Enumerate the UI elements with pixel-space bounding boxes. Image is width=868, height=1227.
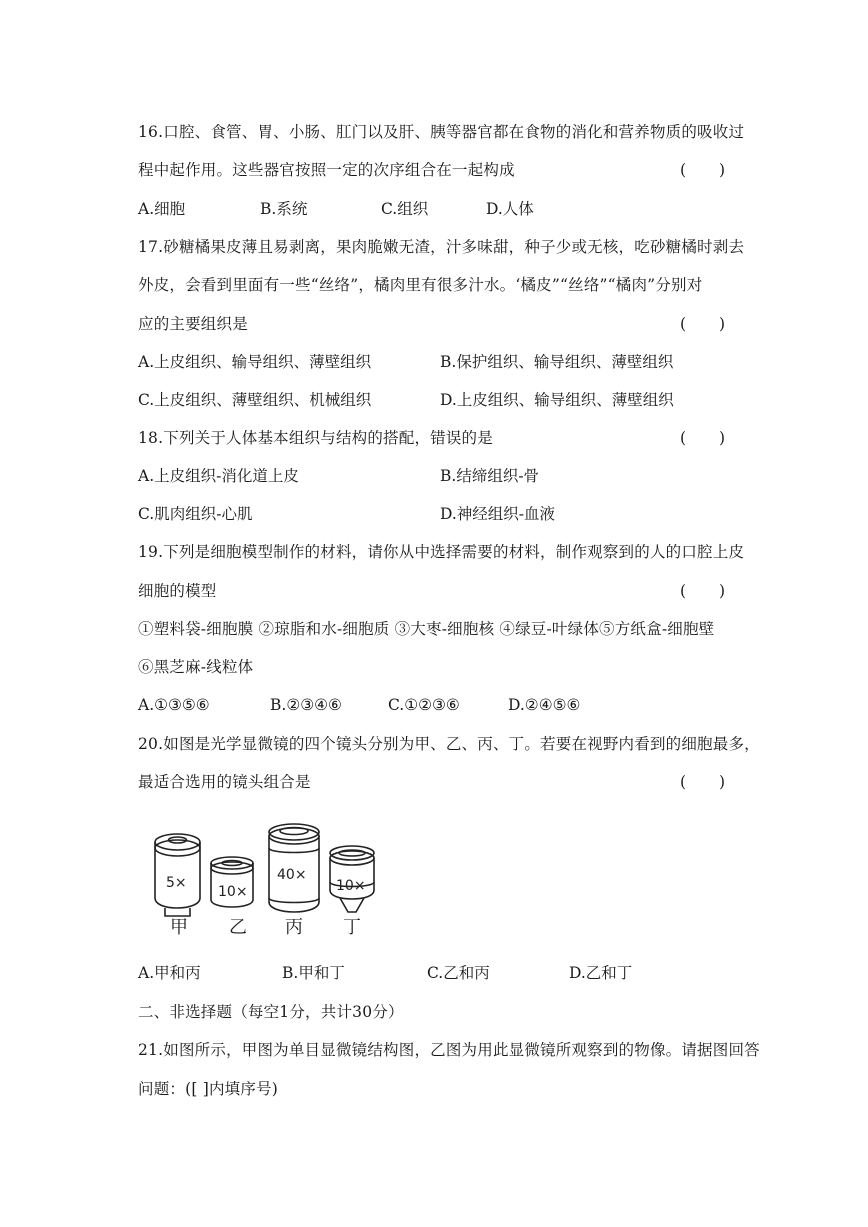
- q17-option-c: C.上皮组织、薄壁组织、机械组织: [138, 391, 372, 409]
- lens-jia-magnification: 5×: [166, 875, 187, 891]
- q18-option-a: A.上皮组织-消化道上皮: [138, 467, 299, 485]
- q17-stem-line3: 应的主要组织是: [138, 315, 248, 333]
- q19-stem-line2: 细胞的模型: [138, 582, 217, 600]
- q19-option-c: C.①②③⑥: [388, 696, 460, 714]
- q20-answer-bracket: ( ): [680, 773, 740, 791]
- lens-ding-label: 丁: [343, 917, 361, 938]
- q16-option-b: B.系统: [260, 200, 308, 218]
- q17-option-b: B.保护组织、输导组织、薄壁组织: [440, 353, 674, 371]
- q20-stem-line2: 最适合选用的镜头组合是: [138, 773, 311, 791]
- q20-option-a: A.甲和丙: [138, 964, 201, 982]
- q20-stem-line1: 20.如图是光学显微镜的四个镜头分别为甲、乙、丙、丁。若要在视野内看到的细胞最多，: [138, 735, 760, 753]
- q16-option-c: C.组织: [381, 200, 429, 218]
- q19-option-a: A.①③⑤⑥: [138, 696, 210, 714]
- q18-option-c: C.肌肉组织-心肌: [138, 505, 253, 523]
- q16-stem-line2: 程中起作用。这些器官按照一定的次序组合在一起构成: [138, 161, 515, 179]
- q18-option-d: D.神经组织-血液: [440, 505, 556, 523]
- q16-answer-bracket: ( ): [680, 161, 740, 179]
- q18-option-b: B.结缔组织-骨: [440, 467, 540, 485]
- q17-option-d: D.上皮组织、输导组织、薄壁组织: [440, 391, 674, 409]
- lens-yi-magnification: 10×: [218, 884, 248, 900]
- q19-answer-bracket: ( ): [680, 582, 740, 600]
- q17-answer-bracket: ( ): [680, 315, 740, 333]
- q19-option-d: D.②④⑤⑥: [508, 696, 581, 714]
- q18-stem: 18.下列关于人体基本组织与结构的搭配，错误的是: [138, 429, 493, 447]
- q21-stem-line2: 问题：([ ]内填序号): [138, 1080, 279, 1098]
- lens-yi-label: 乙: [229, 917, 247, 938]
- lens-bing-magnification: 40×: [277, 867, 307, 883]
- lens-bing-label: 丙: [285, 917, 303, 938]
- q18-answer-bracket: ( ): [680, 429, 740, 447]
- q19-stem-line1: 19.下列是细胞模型制作的材料，请你从中选择需要的材料，制作观察到的人的口腔上皮: [138, 543, 745, 561]
- lens-jia-label: 甲: [170, 917, 188, 938]
- q16-option-a: A.细胞: [138, 200, 186, 218]
- section-two-heading: 二、非选择题（每空1分，共计30分）: [138, 1003, 404, 1021]
- q21-stem-line1: 21.如图所示，甲图为单目显微镜结构图，乙图为用此显微镜所观察到的物像。请据图回答: [138, 1041, 760, 1059]
- q17-option-a: A.上皮组织、输导组织、薄壁组织: [138, 353, 372, 371]
- q20-option-d: D.乙和丁: [569, 964, 633, 982]
- q20-option-b: B.甲和丁: [282, 964, 345, 982]
- q16-stem-line1: 16.口腔、食管、胃、小肠、肛门以及肝、胰等器官都在食物的消化和营养物质的吸收过: [138, 123, 745, 141]
- q19-materials-line1: ①塑料袋-细胞膜 ②琼脂和水-细胞质 ③大枣-细胞核 ④绿豆-叶绿体⑤方纸盒-细胞壁: [138, 620, 715, 638]
- q16-option-d: D.人体: [486, 200, 534, 218]
- lens-ding-magnification: 10×: [336, 878, 366, 894]
- q19-option-b: B.②③④⑥: [270, 696, 342, 714]
- q19-materials-line2: ⑥黑芝麻-线粒体: [138, 658, 254, 676]
- q20-option-c: C.乙和丙: [427, 964, 490, 982]
- q17-stem-line2: 外皮，会看到里面有一些“丝络”，橘肉里有很多汁水。‘橘皮”“丝络”“橘肉”分别对: [138, 276, 703, 294]
- q17-stem-line1: 17.砂糖橘果皮薄且易剥离，果肉脆嫩无渣，汁多味甜，种子少或无核，吃砂糖橘时剥去: [138, 238, 745, 256]
